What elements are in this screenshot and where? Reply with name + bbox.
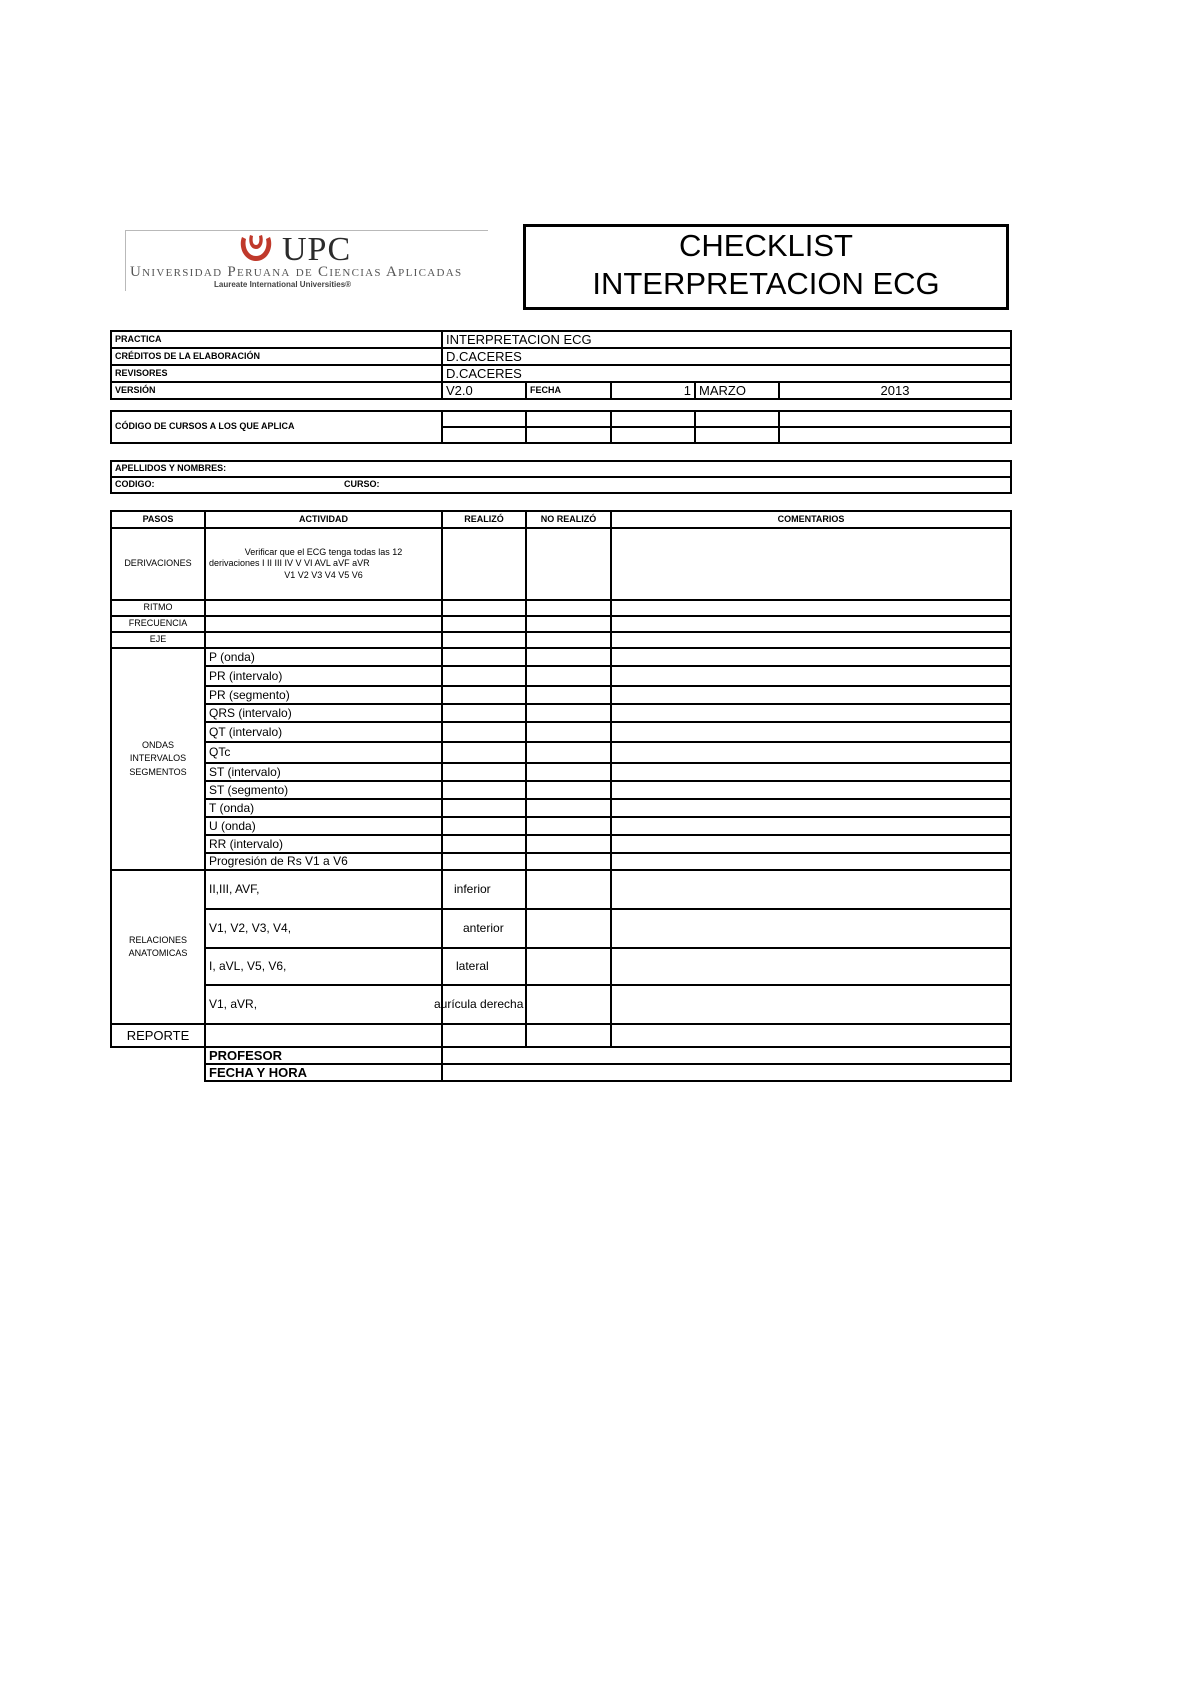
comentarios-cell[interactable]: [611, 985, 1011, 1024]
no-realizo-cell[interactable]: [526, 985, 611, 1024]
no-realizo-cell[interactable]: [526, 704, 611, 722]
title-line1: CHECKLIST: [679, 228, 853, 263]
no-realizo-cell[interactable]: [526, 799, 611, 817]
curso-code-cell[interactable]: [695, 427, 779, 443]
frecuencia-label: FRECUENCIA: [111, 616, 205, 632]
relaciones-label-line2: ANATOMICAS: [128, 948, 188, 958]
no-realizo-cell[interactable]: [526, 870, 611, 909]
relaciones-label-line1: RELACIONES: [128, 934, 188, 945]
no-realizo-cell[interactable]: [526, 742, 611, 763]
relacion-item: I, aVL, V5, V6, lateral: [205, 948, 442, 985]
logo-university: Universidad Peruana de Ciencias Aplicadas: [130, 264, 463, 280]
relacion-leads: V1, V2, V3, V4,: [209, 921, 292, 936]
curso-code-cell[interactable]: [611, 411, 695, 427]
realizo-cell[interactable]: [442, 1024, 526, 1047]
header-comentarios: COMENTARIOS: [611, 511, 1011, 528]
version-label: VERSIÓN: [111, 382, 442, 399]
title-box: [523, 224, 1009, 310]
realizo-cell[interactable]: [442, 835, 526, 853]
comentarios-cell[interactable]: [611, 909, 1011, 948]
revisores-value: D.CACERES: [442, 365, 1011, 382]
revisores-label: REVISORES: [111, 365, 442, 382]
no-realizo-cell[interactable]: [526, 666, 611, 686]
ondas-item: PR (segmento): [205, 686, 442, 704]
apellidos-label[interactable]: APELLIDOS Y NOMBRES:: [111, 461, 1011, 477]
derivaciones-activity: [205, 528, 442, 600]
header-actividad: ACTIVIDAD: [205, 511, 442, 528]
info-table: [110, 330, 1012, 400]
realizo-cell[interactable]: [442, 686, 526, 704]
relacion-region: aurícula derecha: [434, 997, 524, 1012]
realizo-cell[interactable]: [442, 817, 526, 835]
ondas-item: T (onda): [205, 799, 442, 817]
derivaciones-line3: V1 V2 V3 V4 V5 V6: [284, 569, 363, 580]
no-realizo-cell[interactable]: [526, 632, 611, 648]
realizo-cell[interactable]: [442, 666, 526, 686]
profesor-label: PROFESOR: [205, 1047, 442, 1064]
realizo-cell[interactable]: [442, 528, 526, 600]
comentarios-cell[interactable]: [611, 686, 1011, 704]
comentarios-cell[interactable]: [611, 722, 1011, 742]
empty-cell: [111, 1047, 205, 1064]
fecha-hora-label: FECHA Y HORA: [205, 1064, 442, 1081]
fecha-year: 2013: [779, 382, 1011, 399]
comentarios-cell[interactable]: [611, 1024, 1011, 1047]
relacion-leads: I, aVL, V5, V6,: [209, 959, 287, 974]
upc-logo: [125, 230, 488, 291]
comentarios-cell[interactable]: [611, 853, 1011, 870]
curso-code-cell[interactable]: [442, 427, 526, 443]
ondas-label: [111, 648, 205, 870]
creditos-label: CRÉDITOS DE LA ELABORACIÓN: [111, 348, 442, 365]
comentarios-cell[interactable]: [611, 948, 1011, 985]
realizo-cell[interactable]: [442, 704, 526, 722]
fecha-month: MARZO: [695, 382, 779, 399]
ondas-item: ST (segmento): [205, 781, 442, 799]
activity-cell: [205, 600, 442, 616]
relacion-item: V1, V2, V3, V4, anterior: [205, 909, 442, 948]
curso-code-cell[interactable]: [442, 411, 526, 427]
fecha-label: FECHA: [526, 382, 611, 399]
comentarios-cell[interactable]: [611, 870, 1011, 909]
no-realizo-cell[interactable]: [526, 616, 611, 632]
eje-label: EJE: [111, 632, 205, 648]
practica-value: INTERPRETACION ECG: [442, 331, 1011, 348]
no-realizo-cell[interactable]: [526, 948, 611, 985]
no-realizo-cell[interactable]: [526, 1024, 611, 1047]
comentarios-cell[interactable]: [611, 704, 1011, 722]
ondas-item: PR (intervalo): [205, 666, 442, 686]
alumno-table: [110, 460, 1012, 494]
codigo-cursos-label: CÓDIGO DE CURSOS A LOS QUE APLICA: [111, 411, 442, 443]
no-realizo-cell[interactable]: [526, 686, 611, 704]
ondas-label-line3: SEGMENTOS: [129, 766, 187, 777]
comentarios-cell[interactable]: [611, 616, 1011, 632]
curso-label[interactable]: CURSO:: [341, 477, 1011, 493]
ritmo-label: RITMO: [111, 600, 205, 616]
codigo-label[interactable]: CODIGO:: [111, 477, 341, 493]
header-no-realizo: NO REALIZÓ: [526, 511, 611, 528]
activity-cell: [205, 616, 442, 632]
comentarios-cell[interactable]: [611, 648, 1011, 666]
ondas-label-line2: INTERVALOS: [129, 753, 187, 764]
comentarios-cell[interactable]: [611, 600, 1011, 616]
no-realizo-cell[interactable]: [526, 722, 611, 742]
relacion-leads: II,III, AVF,: [209, 882, 260, 897]
activity-cell: [205, 632, 442, 648]
no-realizo-cell[interactable]: [526, 763, 611, 781]
no-realizo-cell[interactable]: [526, 835, 611, 853]
no-realizo-cell[interactable]: [526, 600, 611, 616]
reporte-label: REPORTE: [111, 1024, 205, 1047]
derivaciones-line2: derivaciones I II III IV V VI AVL aVF aVR: [209, 558, 370, 569]
comentarios-cell[interactable]: [611, 817, 1011, 835]
curso-code-cell[interactable]: [611, 427, 695, 443]
curso-code-cell[interactable]: [695, 411, 779, 427]
ondas-item: QTc: [205, 742, 442, 763]
curso-code-cell[interactable]: [779, 427, 1011, 443]
activity-cell: [205, 1024, 442, 1047]
relacion-item: II,III, AVF, inferior: [205, 870, 442, 909]
realizo-cell[interactable]: [442, 600, 526, 616]
ondas-item: QRS (intervalo): [205, 704, 442, 722]
upc-emblem-icon: [236, 233, 276, 265]
no-realizo-cell[interactable]: [526, 781, 611, 799]
fecha-hora-value[interactable]: [442, 1064, 1011, 1081]
comentarios-cell[interactable]: [611, 781, 1011, 799]
ondas-item: P (onda): [205, 648, 442, 666]
comentarios-cell[interactable]: [611, 632, 1011, 648]
relaciones-label: [111, 870, 205, 1024]
ondas-item: Progresión de Rs V1 a V6: [205, 853, 442, 870]
realizo-cell[interactable]: [442, 781, 526, 799]
no-realizo-cell[interactable]: [526, 528, 611, 600]
comentarios-cell[interactable]: [611, 528, 1011, 600]
profesor-value[interactable]: [442, 1047, 1011, 1064]
fecha-day: 1: [611, 382, 695, 399]
checklist-table: [110, 510, 1012, 1082]
realizo-cell[interactable]: [442, 763, 526, 781]
derivaciones-line1: Verificar que el ECG tenga todas las 12: [244, 546, 403, 557]
ondas-item: RR (intervalo): [205, 835, 442, 853]
realizo-cell[interactable]: [442, 853, 526, 870]
curso-code-cell[interactable]: [526, 411, 611, 427]
title-line2: INTERPRETACION ECG: [592, 266, 940, 301]
ondas-item: QT (intervalo): [205, 722, 442, 742]
ondas-item: ST (intervalo): [205, 763, 442, 781]
comentarios-cell[interactable]: [611, 763, 1011, 781]
logo-brand: UPC: [282, 231, 352, 268]
creditos-value: D.CACERES: [442, 348, 1011, 365]
realizo-cell[interactable]: [442, 632, 526, 648]
realizo-cell[interactable]: [442, 722, 526, 742]
practica-label: PRACTICA: [111, 331, 442, 348]
realizo-cell[interactable]: [442, 648, 526, 666]
ondas-item: U (onda): [205, 817, 442, 835]
no-realizo-cell[interactable]: [526, 853, 611, 870]
realizo-cell[interactable]: [442, 616, 526, 632]
relacion-leads: V1, aVR,: [209, 997, 258, 1012]
comentarios-cell[interactable]: [611, 835, 1011, 853]
derivaciones-label: DERIVACIONES: [111, 528, 205, 600]
realizo-cell[interactable]: [442, 799, 526, 817]
comentarios-cell[interactable]: [611, 742, 1011, 763]
ondas-label-line1: ONDAS: [141, 739, 174, 750]
codigo-cursos-table: [110, 410, 1012, 444]
comentarios-cell[interactable]: [611, 799, 1011, 817]
curso-code-cell[interactable]: [779, 411, 1011, 427]
comentarios-cell[interactable]: [611, 666, 1011, 686]
header-realizo: REALIZÓ: [442, 511, 526, 528]
logo-network: Laureate International Universities®: [214, 280, 352, 289]
realizo-cell[interactable]: [442, 742, 526, 763]
no-realizo-cell[interactable]: [526, 817, 611, 835]
relacion-item: [205, 985, 524, 1024]
curso-code-cell[interactable]: [526, 427, 611, 443]
no-realizo-cell[interactable]: [526, 909, 611, 948]
empty-cell: [111, 1064, 205, 1081]
version-value: V2.0: [442, 382, 526, 399]
header-pasos: PASOS: [111, 511, 205, 528]
no-realizo-cell[interactable]: [526, 648, 611, 666]
